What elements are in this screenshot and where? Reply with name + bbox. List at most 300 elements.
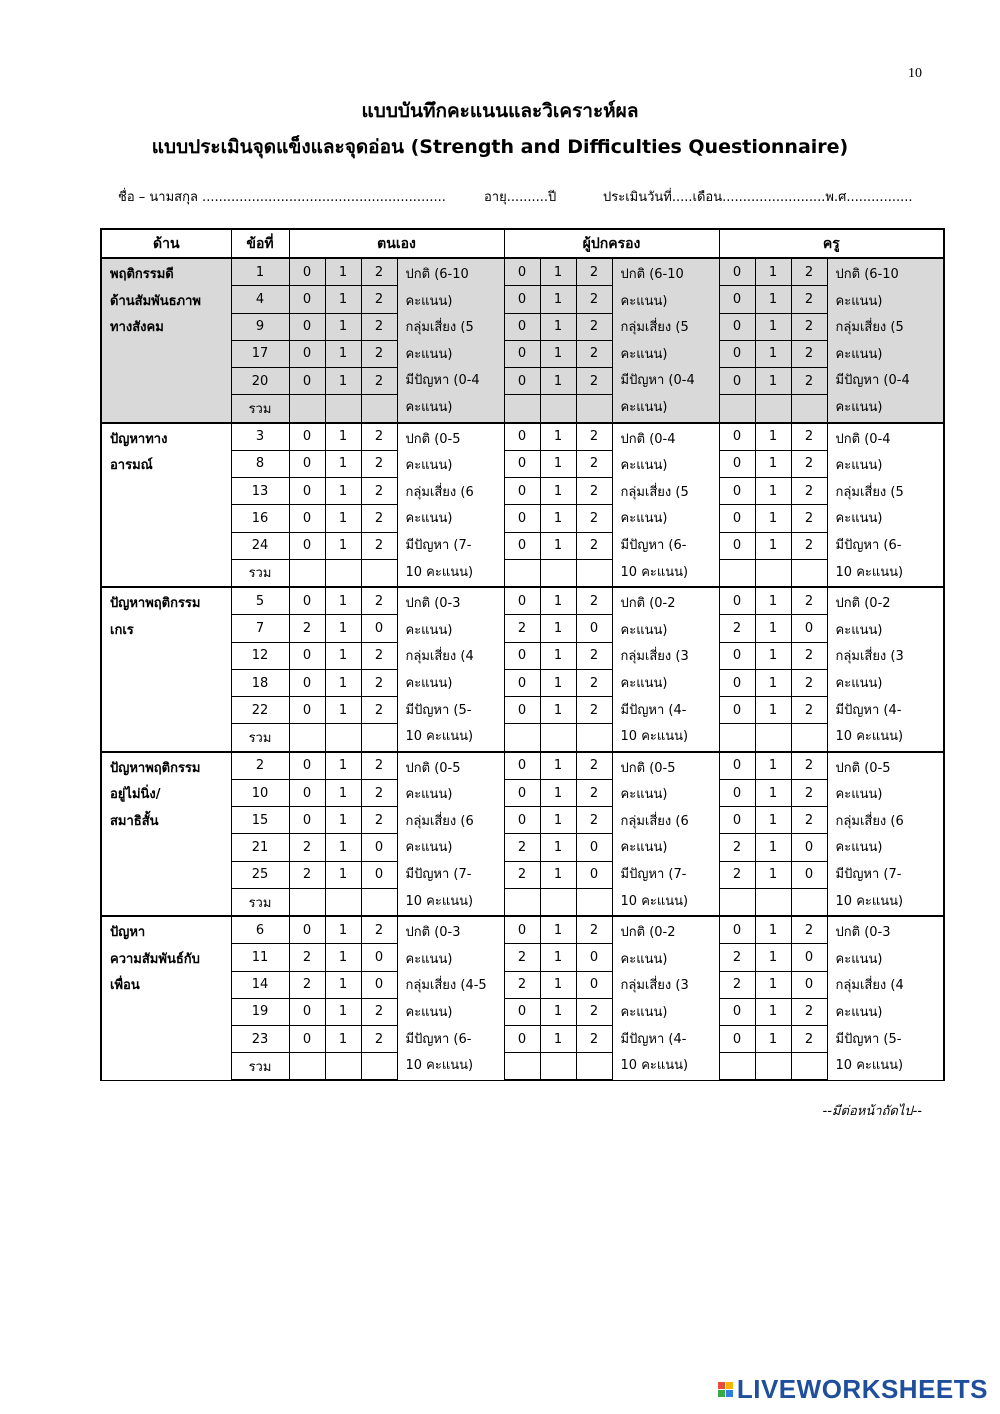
total-score-cell[interactable] bbox=[361, 395, 397, 423]
score-option[interactable]: 2 bbox=[504, 615, 540, 642]
score-option[interactable]: 0 bbox=[719, 450, 755, 477]
score-option[interactable]: 1 bbox=[755, 779, 791, 806]
score-option[interactable]: 1 bbox=[540, 944, 576, 971]
score-option[interactable]: 2 bbox=[504, 944, 540, 971]
item-number: 6 bbox=[231, 916, 289, 944]
score-option[interactable]: 2 bbox=[576, 916, 612, 944]
score-option[interactable]: 1 bbox=[325, 998, 361, 1025]
score-option[interactable]: 1 bbox=[755, 916, 791, 944]
score-option[interactable]: 0 bbox=[289, 340, 325, 367]
score-option[interactable]: 0 bbox=[719, 669, 755, 696]
domain-label bbox=[101, 587, 231, 752]
score-option[interactable]: 1 bbox=[755, 807, 791, 834]
score-option[interactable]: 0 bbox=[576, 971, 612, 998]
score-option[interactable]: 1 bbox=[325, 642, 361, 669]
score-option[interactable]: 2 bbox=[791, 286, 827, 313]
score-option[interactable]: 1 bbox=[325, 615, 361, 642]
total-score-cell[interactable] bbox=[325, 724, 361, 752]
score-option[interactable]: 1 bbox=[755, 340, 791, 367]
header-item-no: ข้อที่ bbox=[231, 229, 289, 258]
score-option[interactable]: 2 bbox=[361, 368, 397, 395]
total-score-cell[interactable] bbox=[504, 724, 540, 752]
total-score-cell[interactable] bbox=[791, 395, 827, 423]
score-option[interactable]: 0 bbox=[719, 998, 755, 1025]
score-option[interactable]: 1 bbox=[540, 669, 576, 696]
score-option[interactable]: 0 bbox=[289, 697, 325, 724]
score-option[interactable]: 0 bbox=[289, 807, 325, 834]
score-option[interactable]: 0 bbox=[791, 971, 827, 998]
score-option[interactable]: 2 bbox=[576, 505, 612, 532]
score-option[interactable]: 2 bbox=[289, 944, 325, 971]
score-option[interactable]: 1 bbox=[755, 313, 791, 340]
score-option[interactable]: 0 bbox=[719, 752, 755, 780]
score-option[interactable]: 2 bbox=[576, 998, 612, 1025]
score-option[interactable]: 0 bbox=[719, 340, 755, 367]
total-score-cell[interactable] bbox=[325, 395, 361, 423]
header-parent: ผู้ปกครอง bbox=[504, 229, 719, 258]
total-score-cell[interactable] bbox=[791, 1053, 827, 1081]
item-number: 21 bbox=[231, 834, 289, 861]
score-option[interactable]: 1 bbox=[325, 916, 361, 944]
score-option[interactable]: 2 bbox=[791, 1025, 827, 1052]
score-option[interactable]: 0 bbox=[576, 944, 612, 971]
score-option[interactable]: 1 bbox=[755, 505, 791, 532]
score-option[interactable]: 2 bbox=[576, 1025, 612, 1052]
score-option[interactable]: 2 bbox=[791, 532, 827, 559]
score-option[interactable]: 1 bbox=[755, 587, 791, 615]
score-option[interactable]: 0 bbox=[289, 669, 325, 696]
total-score-cell[interactable] bbox=[755, 1053, 791, 1081]
score-option[interactable]: 1 bbox=[755, 286, 791, 313]
score-option[interactable]: 2 bbox=[791, 697, 827, 724]
score-option[interactable]: 0 bbox=[719, 258, 755, 286]
score-option[interactable]: 0 bbox=[289, 779, 325, 806]
score-option[interactable]: 2 bbox=[719, 944, 755, 971]
score-option[interactable]: 0 bbox=[289, 450, 325, 477]
liveworksheets-icon bbox=[718, 1382, 733, 1397]
score-option[interactable]: 1 bbox=[540, 697, 576, 724]
total-score-cell[interactable] bbox=[576, 888, 612, 916]
score-option[interactable]: 2 bbox=[361, 478, 397, 505]
score-option[interactable]: 0 bbox=[504, 423, 540, 451]
total-score-cell[interactable] bbox=[289, 395, 325, 423]
score-option[interactable]: 1 bbox=[325, 587, 361, 615]
score-option[interactable]: 2 bbox=[576, 697, 612, 724]
score-option[interactable]: 2 bbox=[791, 752, 827, 780]
total-score-cell[interactable] bbox=[755, 724, 791, 752]
score-option[interactable]: 1 bbox=[540, 615, 576, 642]
interpretation-teacher: ปกติ (0-3 คะแนน) กลุ่มเสี่ยง (4 คะแนน) มีปัญหา (5- 10 คะแนน) bbox=[827, 916, 944, 1080]
score-option[interactable]: 0 bbox=[504, 505, 540, 532]
score-option[interactable]: 2 bbox=[576, 532, 612, 559]
score-option[interactable]: 1 bbox=[325, 697, 361, 724]
score-option[interactable]: 2 bbox=[289, 971, 325, 998]
score-option[interactable]: 2 bbox=[791, 642, 827, 669]
score-option[interactable]: 0 bbox=[504, 752, 540, 780]
score-option[interactable]: 1 bbox=[755, 450, 791, 477]
score-option[interactable]: 2 bbox=[576, 340, 612, 367]
total-score-cell[interactable] bbox=[289, 559, 325, 587]
score-option[interactable]: 0 bbox=[361, 615, 397, 642]
score-option[interactable]: 0 bbox=[719, 478, 755, 505]
score-option[interactable]: 1 bbox=[540, 313, 576, 340]
interpretation-self: ปกติ (0-5 คะแนน) กลุ่มเสี่ยง (6 คะแนน) มีปัญหา (7- 10 คะแนน) bbox=[397, 423, 504, 588]
score-option[interactable]: 0 bbox=[289, 478, 325, 505]
score-option[interactable]: 1 bbox=[325, 834, 361, 861]
item-number: 13 bbox=[231, 478, 289, 505]
score-option[interactable]: 0 bbox=[719, 697, 755, 724]
score-option[interactable]: 1 bbox=[540, 532, 576, 559]
score-option[interactable]: 2 bbox=[361, 916, 397, 944]
score-option[interactable]: 1 bbox=[755, 697, 791, 724]
score-option[interactable]: 1 bbox=[325, 944, 361, 971]
total-score-cell[interactable] bbox=[719, 724, 755, 752]
domain-label-line: ความสัมพันธ์กับ bbox=[110, 951, 200, 967]
score-option[interactable]: 0 bbox=[289, 532, 325, 559]
score-option[interactable]: 1 bbox=[325, 368, 361, 395]
page-number: 10 bbox=[908, 66, 922, 81]
score-option[interactable]: 2 bbox=[719, 615, 755, 642]
sdq-score-table bbox=[100, 228, 945, 1081]
score-option[interactable]: 2 bbox=[361, 258, 397, 286]
score-option[interactable]: 0 bbox=[504, 340, 540, 367]
score-option[interactable]: 0 bbox=[289, 1025, 325, 1052]
score-option[interactable]: 0 bbox=[289, 286, 325, 313]
score-option[interactable]: 1 bbox=[755, 368, 791, 395]
item-number: 25 bbox=[231, 861, 289, 888]
score-option[interactable]: 0 bbox=[289, 313, 325, 340]
score-option[interactable]: 2 bbox=[791, 998, 827, 1025]
score-option[interactable]: 2 bbox=[576, 368, 612, 395]
score-option[interactable]: 1 bbox=[325, 532, 361, 559]
score-option[interactable]: 0 bbox=[504, 286, 540, 313]
score-option[interactable]: 0 bbox=[791, 944, 827, 971]
score-option[interactable]: 1 bbox=[755, 532, 791, 559]
score-option[interactable]: 2 bbox=[361, 450, 397, 477]
score-option[interactable]: 2 bbox=[504, 971, 540, 998]
total-score-cell[interactable] bbox=[540, 724, 576, 752]
score-option[interactable]: 2 bbox=[576, 587, 612, 615]
total-score-cell[interactable] bbox=[504, 395, 540, 423]
score-option[interactable]: 1 bbox=[325, 807, 361, 834]
score-option[interactable]: 1 bbox=[755, 478, 791, 505]
score-option[interactable]: 2 bbox=[361, 587, 397, 615]
score-option[interactable]: 0 bbox=[289, 998, 325, 1025]
total-score-cell[interactable] bbox=[504, 1053, 540, 1081]
score-option[interactable]: 0 bbox=[289, 642, 325, 669]
total-score-cell[interactable] bbox=[755, 559, 791, 587]
score-option[interactable]: 0 bbox=[289, 423, 325, 451]
score-option[interactable]: 2 bbox=[791, 423, 827, 451]
score-option[interactable]: 1 bbox=[755, 258, 791, 286]
score-option[interactable]: 1 bbox=[755, 669, 791, 696]
score-option[interactable]: 0 bbox=[504, 669, 540, 696]
score-option[interactable]: 0 bbox=[504, 998, 540, 1025]
total-score-cell[interactable] bbox=[576, 395, 612, 423]
total-score-cell[interactable] bbox=[289, 888, 325, 916]
score-option[interactable]: 0 bbox=[791, 615, 827, 642]
total-score-cell[interactable] bbox=[361, 559, 397, 587]
score-option[interactable]: 2 bbox=[791, 258, 827, 286]
interpretation-parent: ปกติ (0-4 คะแนน) กลุ่มเสี่ยง (5 คะแนน) มีปัญหา (6- 10 คะแนน) bbox=[612, 423, 719, 588]
score-option[interactable]: 2 bbox=[361, 807, 397, 834]
score-option[interactable]: 2 bbox=[361, 313, 397, 340]
score-option[interactable]: 1 bbox=[540, 587, 576, 615]
score-option[interactable]: 0 bbox=[719, 532, 755, 559]
score-option[interactable]: 2 bbox=[791, 587, 827, 615]
score-option[interactable]: 0 bbox=[289, 505, 325, 532]
score-option[interactable]: 0 bbox=[289, 368, 325, 395]
score-option[interactable]: 0 bbox=[504, 1025, 540, 1052]
total-score-cell[interactable] bbox=[289, 724, 325, 752]
score-option[interactable]: 1 bbox=[540, 340, 576, 367]
score-option[interactable]: 2 bbox=[719, 861, 755, 888]
item-row bbox=[101, 916, 944, 944]
score-option[interactable]: 1 bbox=[540, 642, 576, 669]
score-option[interactable]: 2 bbox=[791, 779, 827, 806]
score-option[interactable]: 1 bbox=[325, 1025, 361, 1052]
score-option[interactable]: 0 bbox=[504, 258, 540, 286]
score-option[interactable]: 0 bbox=[719, 423, 755, 451]
score-option[interactable]: 1 bbox=[755, 615, 791, 642]
score-option[interactable]: 0 bbox=[719, 587, 755, 615]
score-option[interactable]: 1 bbox=[755, 861, 791, 888]
score-option[interactable]: 2 bbox=[361, 998, 397, 1025]
score-option[interactable]: 1 bbox=[540, 998, 576, 1025]
score-option[interactable]: 1 bbox=[325, 861, 361, 888]
score-option[interactable]: 1 bbox=[540, 368, 576, 395]
total-score-cell[interactable] bbox=[361, 888, 397, 916]
score-option[interactable]: 0 bbox=[361, 971, 397, 998]
total-score-cell[interactable] bbox=[325, 888, 361, 916]
score-option[interactable]: 0 bbox=[719, 779, 755, 806]
score-option[interactable]: 2 bbox=[361, 779, 397, 806]
score-option[interactable]: 2 bbox=[791, 916, 827, 944]
score-option[interactable]: 2 bbox=[289, 834, 325, 861]
domain-label-line: อารมณ์ bbox=[110, 458, 153, 474]
score-option[interactable]: 0 bbox=[719, 1025, 755, 1052]
score-option[interactable]: 0 bbox=[719, 807, 755, 834]
score-option[interactable]: 1 bbox=[325, 340, 361, 367]
score-option[interactable]: 1 bbox=[755, 752, 791, 780]
score-option[interactable]: 2 bbox=[719, 971, 755, 998]
score-option[interactable]: 0 bbox=[361, 834, 397, 861]
score-option[interactable]: 1 bbox=[540, 423, 576, 451]
score-option[interactable]: 1 bbox=[540, 478, 576, 505]
score-option[interactable]: 2 bbox=[361, 669, 397, 696]
score-option[interactable]: 0 bbox=[504, 779, 540, 806]
score-option[interactable]: 2 bbox=[791, 505, 827, 532]
total-score-cell[interactable] bbox=[325, 1053, 361, 1081]
total-score-cell[interactable] bbox=[576, 1053, 612, 1081]
score-option[interactable]: 1 bbox=[540, 807, 576, 834]
score-option[interactable]: 0 bbox=[504, 478, 540, 505]
score-option[interactable]: 1 bbox=[325, 971, 361, 998]
score-option[interactable]: 2 bbox=[361, 532, 397, 559]
score-option[interactable]: 1 bbox=[540, 258, 576, 286]
score-option[interactable]: 2 bbox=[576, 423, 612, 451]
score-option[interactable]: 1 bbox=[325, 779, 361, 806]
score-option[interactable]: 1 bbox=[540, 916, 576, 944]
score-option[interactable]: 0 bbox=[504, 697, 540, 724]
domain-section bbox=[101, 752, 944, 917]
score-option[interactable]: 0 bbox=[791, 861, 827, 888]
score-option[interactable]: 2 bbox=[576, 807, 612, 834]
score-option[interactable]: 0 bbox=[504, 642, 540, 669]
score-option[interactable]: 0 bbox=[504, 916, 540, 944]
score-option[interactable]: 0 bbox=[719, 286, 755, 313]
score-option[interactable]: 2 bbox=[719, 834, 755, 861]
score-option[interactable]: 2 bbox=[361, 1025, 397, 1052]
total-score-cell[interactable] bbox=[361, 1053, 397, 1081]
score-option[interactable]: 0 bbox=[504, 368, 540, 395]
score-option[interactable]: 2 bbox=[504, 834, 540, 861]
total-score-cell[interactable] bbox=[755, 395, 791, 423]
score-option[interactable]: 0 bbox=[576, 615, 612, 642]
logo-square-blue bbox=[726, 1390, 733, 1397]
score-option[interactable]: 0 bbox=[289, 752, 325, 780]
score-option[interactable]: 1 bbox=[540, 861, 576, 888]
score-option[interactable]: 1 bbox=[540, 450, 576, 477]
total-score-cell[interactable] bbox=[719, 559, 755, 587]
score-option[interactable]: 1 bbox=[540, 286, 576, 313]
score-option[interactable]: 1 bbox=[540, 1025, 576, 1052]
score-option[interactable]: 1 bbox=[325, 286, 361, 313]
score-option[interactable]: 2 bbox=[791, 669, 827, 696]
score-option[interactable]: 1 bbox=[755, 1025, 791, 1052]
total-score-cell[interactable] bbox=[504, 888, 540, 916]
total-score-cell[interactable] bbox=[540, 559, 576, 587]
score-option[interactable]: 1 bbox=[755, 998, 791, 1025]
score-option[interactable]: 2 bbox=[361, 505, 397, 532]
score-option[interactable]: 1 bbox=[325, 258, 361, 286]
total-score-cell[interactable] bbox=[719, 395, 755, 423]
score-option[interactable]: 2 bbox=[576, 286, 612, 313]
total-score-cell[interactable] bbox=[540, 888, 576, 916]
score-option[interactable]: 2 bbox=[791, 368, 827, 395]
score-option[interactable]: 1 bbox=[325, 423, 361, 451]
score-option[interactable]: 1 bbox=[540, 971, 576, 998]
score-option[interactable]: 2 bbox=[361, 697, 397, 724]
total-score-cell[interactable] bbox=[719, 1053, 755, 1081]
score-option[interactable]: 0 bbox=[719, 313, 755, 340]
total-label: รวม bbox=[231, 724, 289, 752]
score-option[interactable]: 1 bbox=[755, 971, 791, 998]
continued-note: --มีต่อหน้าถัดไป-- bbox=[822, 1104, 922, 1119]
score-option[interactable]: 1 bbox=[325, 450, 361, 477]
score-option[interactable]: 0 bbox=[576, 834, 612, 861]
item-number: 14 bbox=[231, 971, 289, 998]
total-score-cell[interactable] bbox=[719, 888, 755, 916]
score-option[interactable]: 0 bbox=[504, 532, 540, 559]
score-option[interactable]: 2 bbox=[576, 258, 612, 286]
total-score-cell[interactable] bbox=[576, 559, 612, 587]
score-option[interactable]: 1 bbox=[325, 752, 361, 780]
total-score-cell[interactable] bbox=[325, 559, 361, 587]
score-option[interactable]: 1 bbox=[325, 505, 361, 532]
score-option[interactable]: 1 bbox=[755, 944, 791, 971]
score-option[interactable]: 2 bbox=[791, 450, 827, 477]
score-option[interactable]: 2 bbox=[361, 423, 397, 451]
score-option[interactable]: 0 bbox=[719, 368, 755, 395]
score-option[interactable]: 1 bbox=[755, 423, 791, 451]
total-score-cell[interactable] bbox=[504, 559, 540, 587]
logo-square-yellow bbox=[726, 1382, 733, 1389]
score-option[interactable]: 2 bbox=[576, 642, 612, 669]
score-option[interactable]: 1 bbox=[755, 834, 791, 861]
score-option[interactable]: 2 bbox=[791, 340, 827, 367]
score-option[interactable]: 2 bbox=[361, 286, 397, 313]
domain-section bbox=[101, 258, 944, 423]
score-option[interactable]: 2 bbox=[576, 450, 612, 477]
score-option[interactable]: 0 bbox=[504, 450, 540, 477]
total-score-cell[interactable] bbox=[755, 888, 791, 916]
total-score-cell[interactable] bbox=[791, 559, 827, 587]
score-option[interactable]: 1 bbox=[325, 478, 361, 505]
score-option[interactable]: 0 bbox=[361, 861, 397, 888]
score-option[interactable]: 2 bbox=[361, 752, 397, 780]
score-option[interactable]: 0 bbox=[289, 587, 325, 615]
item-number: 3 bbox=[231, 423, 289, 451]
score-option[interactable]: 0 bbox=[361, 944, 397, 971]
score-option[interactable]: 1 bbox=[325, 669, 361, 696]
score-option[interactable]: 0 bbox=[289, 258, 325, 286]
score-option[interactable]: 2 bbox=[361, 340, 397, 367]
score-option[interactable]: 2 bbox=[576, 478, 612, 505]
domain-label-line: เพื่อน bbox=[110, 978, 140, 994]
score-option[interactable]: 0 bbox=[504, 313, 540, 340]
item-number: 12 bbox=[231, 642, 289, 669]
score-option[interactable]: 2 bbox=[791, 478, 827, 505]
score-option[interactable]: 2 bbox=[361, 642, 397, 669]
score-option[interactable]: 0 bbox=[289, 916, 325, 944]
total-label: รวม bbox=[231, 395, 289, 423]
score-option[interactable]: 2 bbox=[576, 313, 612, 340]
item-number: 20 bbox=[231, 368, 289, 395]
score-option[interactable]: 0 bbox=[791, 834, 827, 861]
score-option[interactable]: 1 bbox=[325, 313, 361, 340]
score-option[interactable]: 1 bbox=[540, 505, 576, 532]
total-score-cell[interactable] bbox=[791, 888, 827, 916]
score-option[interactable]: 0 bbox=[576, 861, 612, 888]
domain-label-line: อยู่ไม่นิ่ง/ bbox=[110, 787, 161, 803]
score-option[interactable]: 0 bbox=[719, 505, 755, 532]
score-option[interactable]: 2 bbox=[791, 807, 827, 834]
total-score-cell[interactable] bbox=[289, 1053, 325, 1081]
score-option[interactable]: 0 bbox=[719, 916, 755, 944]
score-option[interactable]: 0 bbox=[719, 642, 755, 669]
score-option[interactable]: 1 bbox=[755, 642, 791, 669]
score-option[interactable]: 1 bbox=[540, 779, 576, 806]
score-option[interactable]: 2 bbox=[289, 861, 325, 888]
interpretation-parent: ปกติ (0-2 คะแนน) กลุ่มเสี่ยง (3 คะแนน) มีปัญหา (4- 10 คะแนน) bbox=[612, 916, 719, 1080]
total-score-cell[interactable] bbox=[540, 1053, 576, 1081]
total-score-cell[interactable] bbox=[540, 395, 576, 423]
total-score-cell[interactable] bbox=[791, 724, 827, 752]
score-option[interactable]: 2 bbox=[289, 615, 325, 642]
score-option[interactable]: 2 bbox=[576, 752, 612, 780]
score-option[interactable]: 2 bbox=[791, 313, 827, 340]
score-option[interactable]: 2 bbox=[504, 861, 540, 888]
total-score-cell[interactable] bbox=[361, 724, 397, 752]
score-option[interactable]: 2 bbox=[576, 779, 612, 806]
score-option[interactable]: 1 bbox=[540, 752, 576, 780]
total-score-cell[interactable] bbox=[576, 724, 612, 752]
score-option[interactable]: 1 bbox=[540, 834, 576, 861]
score-option[interactable]: 0 bbox=[504, 807, 540, 834]
score-option[interactable]: 2 bbox=[576, 669, 612, 696]
score-option[interactable]: 0 bbox=[504, 587, 540, 615]
